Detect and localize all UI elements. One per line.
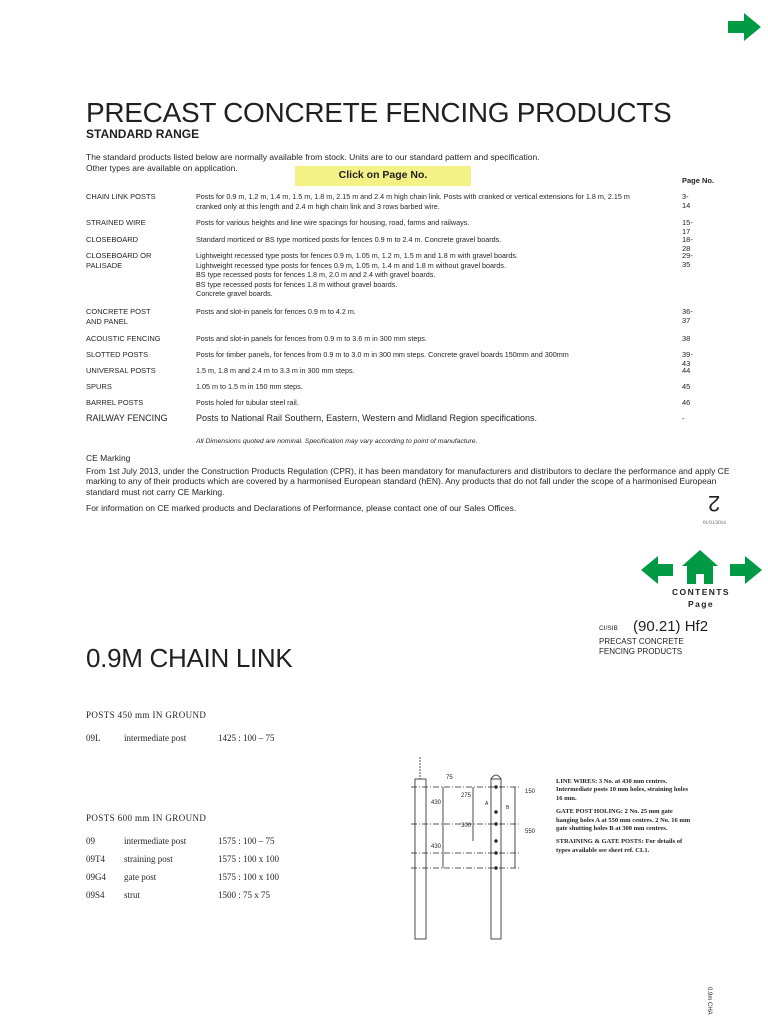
next-page-arrow-icon[interactable] bbox=[730, 556, 762, 584]
post-dims: 1575 : 100 – 75 bbox=[218, 836, 275, 846]
hole-label-a: A bbox=[485, 801, 489, 807]
row-page-link[interactable]: 45 bbox=[682, 382, 691, 391]
post-code: 09 bbox=[86, 836, 95, 846]
row-page-link[interactable]: 46 bbox=[682, 398, 691, 407]
cisib-label: CI/SIB bbox=[599, 625, 618, 632]
row-desc: 1.5 m, 1.8 m and 2.4 m to 3.3 m in 300 mm steps. bbox=[196, 366, 355, 375]
row-desc: 1.05 m to 1.5 m in 150 mm steps. bbox=[196, 382, 303, 391]
row-desc-line: BS type recessed posts for fences 1.8 m, 2.0 m and 2.4 with gravel boards. bbox=[196, 270, 436, 280]
row-desc-line: BS type recessed posts for fences 1.8 m without gravel boards. bbox=[196, 279, 398, 289]
posts-600-header: POSTS 600 mm IN GROUND bbox=[86, 813, 207, 823]
vertical-footer: 0.9m CHA bbox=[706, 987, 712, 1015]
row-page-link[interactable]: 44 bbox=[682, 366, 691, 375]
contents-page-link[interactable] bbox=[666, 586, 736, 610]
row-desc: Posts for various heights and line wire spacings for housing, road, farms and railways. bbox=[196, 218, 470, 227]
post-type: intermediate post bbox=[124, 836, 187, 846]
row-name: SLOTTED POSTS bbox=[86, 350, 149, 359]
dim-150: 150 bbox=[525, 789, 536, 795]
row-page-link[interactable]: 38 bbox=[682, 334, 691, 343]
contents-label: CONTENTS bbox=[672, 587, 730, 597]
row-desc-line: Lightweight recessed type posts for fences 0.9 m, 1.05 m, 1.4 m and 1.8 m without gravel boards. bbox=[196, 260, 507, 270]
page2-subtitle bbox=[599, 637, 684, 657]
row-desc bbox=[196, 251, 656, 299]
row-name: STRAINED WIRE bbox=[86, 218, 146, 227]
row-name: RAILWAY FENCING bbox=[86, 413, 168, 423]
dim-300: 300 bbox=[461, 823, 472, 829]
row-desc: Posts to National Rail Southern, Eastern, Western and Midland Region specifications. bbox=[196, 413, 538, 423]
row-name: CLOSEBOARD bbox=[86, 235, 139, 244]
row-desc: Posts for timber panels, for fences from 0.9 m to 3.0 m in 300 mm steps. Concrete gravel boards 150mm and 300mm bbox=[196, 350, 569, 359]
row-desc: Posts and slot-in panels for fences from 0.9 m to 3.6 m in 300 mm steps. bbox=[196, 334, 427, 343]
intro-line-1: The standard products listed below are normally available from stock. Units are to our standard pattern and specification. bbox=[86, 152, 540, 162]
dim-430-upper: 430 bbox=[431, 800, 442, 806]
ce-contact-text: For information on CE marked products and Declarations of Performance, please contact one of our Sales Offices. bbox=[86, 503, 517, 513]
subtitle-line: FENCING PRODUCTS bbox=[599, 647, 683, 656]
row-page-link[interactable]: 15-17 bbox=[682, 218, 693, 236]
row-name: ACOUSTIC FENCING bbox=[86, 334, 161, 343]
ce-marking-text: From 1st July 2013, under the Construction Products Regulation (CPR), it has been mandatory for manufacturers and distributors to declare the performance and apply CE marking to any of their products which are covered by a harmonised European standard (hEN). Any products that do not fall under the scope of a harmonised European standard must not carry CE Marking. bbox=[86, 466, 730, 497]
dimensions-note: All Dimensions quoted are nominal. Specification may vary according to point of manufacture. bbox=[196, 438, 478, 445]
page-subtitle: STANDARD RANGE bbox=[86, 127, 200, 141]
next-page-arrow-icon[interactable] bbox=[728, 12, 762, 42]
previous-page-arrow-icon[interactable] bbox=[641, 556, 673, 584]
row-name: CLOSEBOARD OR PALISADE bbox=[86, 251, 152, 270]
row-desc-line: Concrete gravel boards. bbox=[196, 289, 273, 299]
specification-notes bbox=[556, 778, 696, 860]
post-code: 09S4 bbox=[86, 890, 105, 900]
posts-450-header: POSTS 450 mm IN GROUND bbox=[86, 710, 207, 720]
post-code: 09G4 bbox=[86, 872, 106, 882]
post-dims: 1575 : 100 x 100 bbox=[218, 854, 280, 864]
intro-line-2: Other types are available on application. bbox=[86, 163, 238, 173]
row-page-link[interactable]: 29-35 bbox=[682, 251, 693, 269]
row-desc: Posts holed for tubular steel rail. bbox=[196, 398, 299, 407]
cisib-value: (90.21) Hf2 bbox=[633, 618, 709, 635]
page-title: PRECAST CONCRETE FENCING PRODUCTS bbox=[86, 97, 672, 128]
subtitle-line: PRECAST CONCRETE bbox=[599, 637, 684, 646]
row-page-link[interactable]: - bbox=[682, 414, 685, 423]
click-on-page-no-button[interactable]: Click on Page No. bbox=[295, 166, 471, 186]
dim-75: 75 bbox=[446, 775, 453, 781]
post-type: gate post bbox=[124, 872, 157, 882]
row-page-link[interactable]: 39-43 bbox=[682, 350, 693, 368]
row-page-link[interactable]: 18-28 bbox=[682, 235, 693, 253]
page-label: Page bbox=[688, 599, 714, 609]
row-name: SPURS bbox=[86, 382, 112, 391]
post-type: straining post bbox=[124, 854, 173, 864]
page-number: 2 bbox=[708, 491, 721, 516]
home-icon[interactable] bbox=[682, 550, 718, 584]
post-code: 09T4 bbox=[86, 854, 105, 864]
row-desc: Standard morticed or BS type morticed posts for fences 0.9 m to 2.4 m. Concrete gravel boards. bbox=[196, 235, 502, 244]
row-desc: Posts for 0.9 m, 1.2 m, 1.4 m, 1.5 m, 1.8 m, 2.15 m and 2.4 m high chain link. Posts with cranked or vertical extensions for 1.8 m, 2.15 m cranked only at this length and 2.4 m high chain link and 3 rows barbed wire. bbox=[196, 192, 630, 211]
spec-straining-posts: STRAINING & GATE POSTS: For details of types available see sheet ref. CL1. bbox=[556, 838, 683, 854]
post-dims: 1575 : 100 x 100 bbox=[218, 872, 280, 882]
row-desc-line: Lightweight recessed type posts for fences 0.9 m, 1.05 m, 1.2 m, 1.5 m and 1.8 m with gravel boards. bbox=[196, 251, 519, 260]
post-type: strut bbox=[124, 890, 141, 900]
dim-430-lower: 430 bbox=[431, 844, 442, 850]
row-name: BARREL POSTS bbox=[86, 398, 144, 407]
row-name: CHAIN LINK POSTS bbox=[86, 192, 156, 201]
post-dims: 1425 : 100 – 75 bbox=[218, 733, 275, 743]
page-date: 01/01/2014 bbox=[703, 521, 726, 526]
dim-550: 550 bbox=[525, 829, 536, 835]
post-type: intermediate post bbox=[124, 733, 187, 743]
hole-label-b: B bbox=[506, 805, 510, 811]
row-page-link[interactable]: 3-14 bbox=[682, 192, 691, 210]
page2-title: 0.9M CHAIN LINK bbox=[86, 643, 293, 673]
row-desc: Posts and slot-in panels for fences 0.9 m to 4.2 m. bbox=[196, 307, 356, 316]
row-page-link[interactable]: 36-37 bbox=[682, 307, 693, 325]
row-name: CONCRETE POST AND PANEL bbox=[86, 307, 151, 326]
post-dims: 1500 : 75 x 75 bbox=[218, 890, 271, 900]
post-code: 09L bbox=[86, 733, 101, 743]
row-name: UNIVERSAL POSTS bbox=[86, 366, 156, 375]
dim-275: 275 bbox=[461, 793, 472, 799]
page-no-header: Page No. bbox=[682, 176, 715, 185]
ce-marking-title: CE Marking bbox=[86, 453, 131, 463]
spec-gate-post-holing: GATE POST HOLING: 2 No. 25 mm gate hanging holes A at 550 mm centres. 2 No. 16 mm gate shutting holes B at 300 mm centres. bbox=[556, 808, 691, 833]
post-diagram bbox=[405, 757, 550, 942]
spec-line-wires: LINE WIRES: 3 No. at 430 mm centres. Intermediate posts 10 mm holes, straining holes 16 mm. bbox=[556, 778, 688, 802]
